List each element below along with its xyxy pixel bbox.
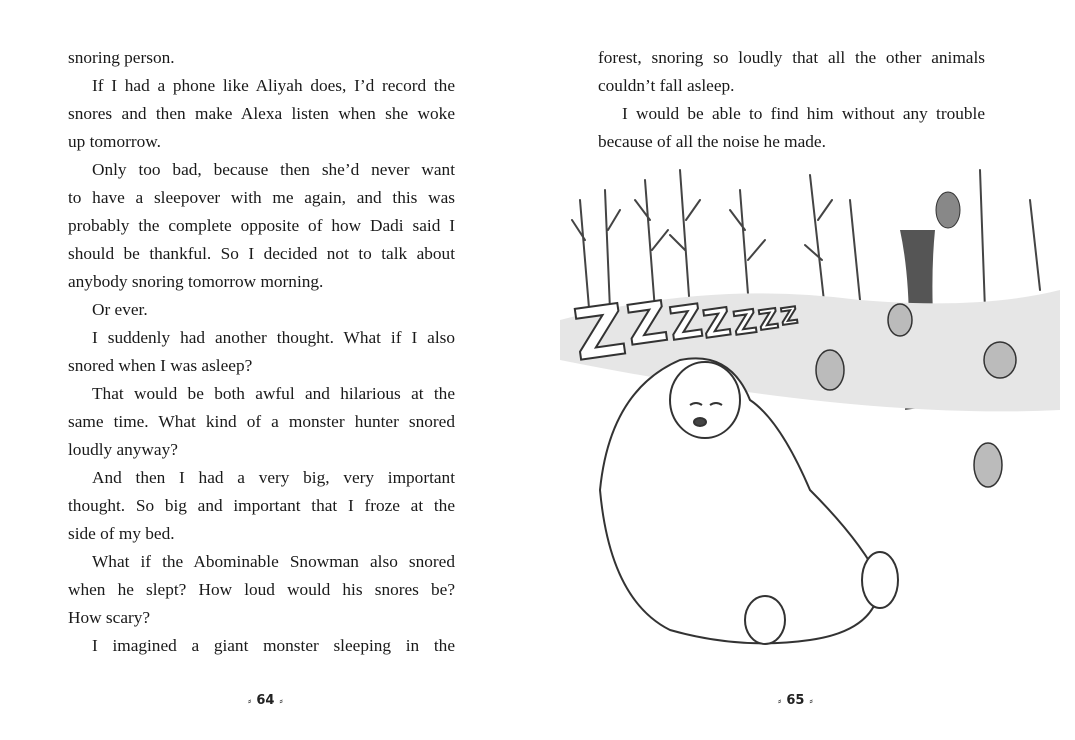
text-line: because of all the noise he made. (598, 132, 826, 151)
text-line: to have a sleepover with me again, and this was (68, 188, 455, 207)
text-line: What if the Abominable Snowman also snored (92, 552, 455, 571)
sleeping-snowman-illustration (560, 160, 1060, 675)
text-line: thought. So big and important that I froze at the (68, 496, 455, 515)
svg-text:Z: Z (756, 303, 781, 337)
ornament-icon: ⸗ (778, 696, 782, 707)
ornament-icon: ⸗ (279, 696, 283, 707)
page-number: 65 (786, 693, 805, 708)
text-line: And then I had a very big, very important (92, 468, 455, 487)
left-page-text (68, 44, 455, 660)
text-line: should be thankful. So I decided not to talk about (68, 244, 455, 263)
text-line: side of my bed. (68, 524, 175, 543)
text-line: I would be able to find him without any trouble (622, 104, 985, 123)
right-page-text (598, 44, 985, 156)
text-line: same time. What kind of a monster hunter snored (68, 412, 455, 431)
text-line: anybody snoring tomorrow morning. (68, 272, 324, 291)
text-line: I imagined a giant monster sleeping in the (92, 636, 455, 655)
ornament-icon: ⸗ (248, 696, 252, 707)
page-number: 64 (256, 693, 275, 708)
text-line: when he slept? How loud would his snores be? (68, 580, 455, 599)
text-line: probably the complete opposite of how Dadi said I (68, 216, 455, 235)
text-line: up tomorrow. (68, 132, 161, 151)
text-line: loudly anyway? (68, 440, 178, 459)
text-line: snored when I was asleep? (68, 356, 253, 375)
text-line: Only too bad, because then she’d never want (92, 160, 455, 179)
text-line: Or ever. (92, 300, 148, 319)
text-line: I suddenly had another thought. What if I also (92, 328, 455, 347)
ornament-icon: ⸗ (809, 696, 813, 707)
text-line: snores and then make Alexa listen when she woke (68, 104, 455, 123)
svg-text:Z: Z (666, 293, 706, 351)
page-number-left (243, 693, 288, 708)
text-line: forest, snoring so loudly that all the other animals (598, 48, 985, 67)
page-number-right (773, 693, 818, 708)
text-line: If I had a phone like Aliyah does, I’d record the (92, 76, 455, 95)
svg-text:Z: Z (568, 288, 631, 377)
owl (936, 192, 960, 228)
svg-text:Z: Z (730, 302, 760, 343)
text-line: How scary? (68, 608, 151, 627)
svg-text:Z: Z (622, 288, 672, 358)
svg-text:Z: Z (779, 302, 800, 331)
text-line: That would be both awful and hilarious at the (92, 384, 455, 403)
text-line: snoring person. (68, 48, 175, 67)
text-line: couldn’t fall asleep. (598, 76, 735, 95)
svg-text:Z: Z (700, 299, 734, 347)
